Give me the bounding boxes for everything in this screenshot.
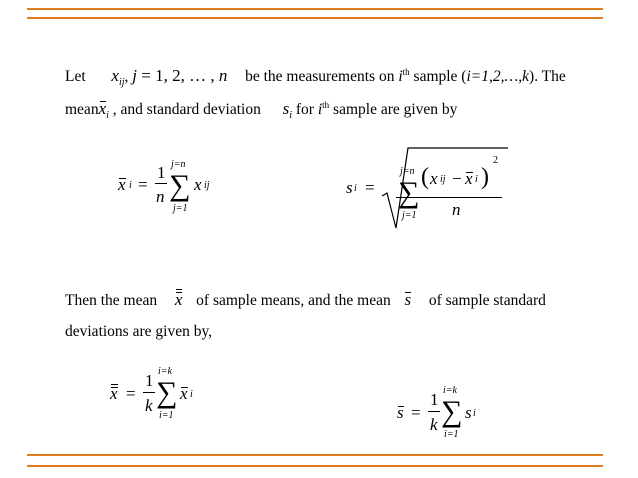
paragraph-2-line-1: Then the mean x of sample means, and the mean s of sample standard [65,290,546,309]
paragraph-1-line-2: meanx$_i$ , and standard deviation $s_i$ for $i^{th}$ sample are given by [65,99,458,121]
formula-standard-deviation: s i = j=n ∑ j=1 ( x ij − x i ) 2 n [346,142,506,232]
top-rule-inner [27,17,603,19]
paragraph-2-line-2: deviations are given by, [65,323,213,340]
bottom-rule-inner [27,454,603,456]
formula-mean-standard-deviation: s = 1 k i=k ∑ i=1 s i [397,385,476,440]
top-rule-outer [27,8,603,10]
formula-grand-mean: x = 1 k i=k ∑ i=1 x i [110,366,193,421]
word-let: Let [65,68,86,85]
paragraph-1-line-1: Let $x_{ij}$, j = 1, 2, … , n be the measurements on $i^{th}$ sample (i=1,2,…,k). The [65,66,566,88]
formula-sample-mean: x i = 1 n j=n ∑ j=1 x ij [118,159,210,214]
bottom-rule-outer [27,465,603,467]
